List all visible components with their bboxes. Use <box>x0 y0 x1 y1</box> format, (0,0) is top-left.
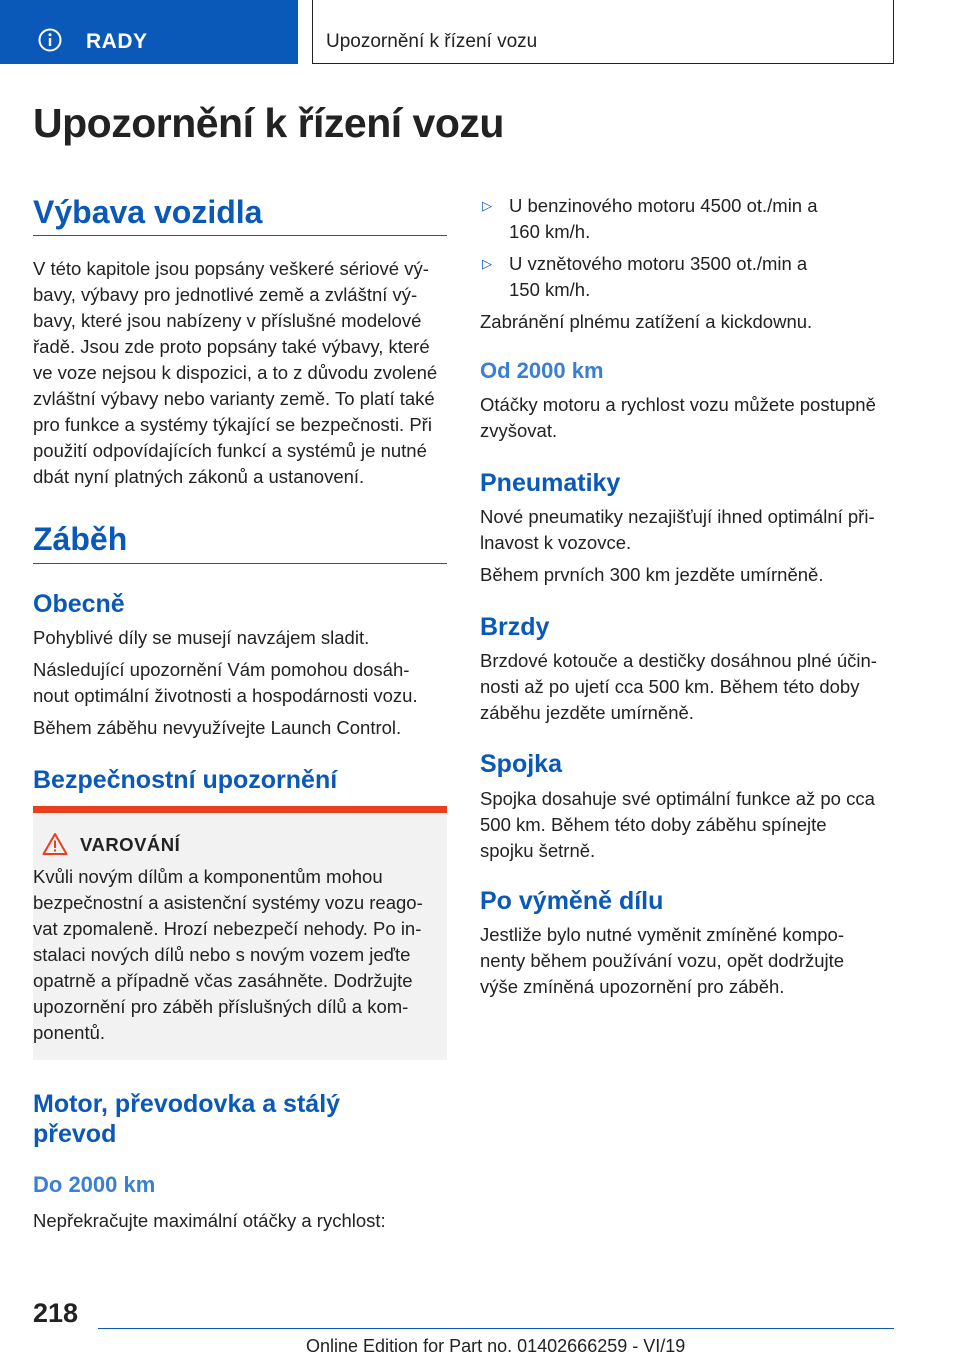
heading-rule <box>33 235 447 236</box>
page-title: Upozornění k řízení vozu <box>33 100 504 146</box>
bullet-icon: ▷ <box>482 256 492 271</box>
heading-pneumatiky: Pneumatiky <box>480 469 621 497</box>
text-line: bavy, výbavy pro jednotlivé země a zvláštní vý‐ <box>33 284 418 305</box>
text-line: Brzdové kotouče a destičky dosáhnou plné účin‐ <box>480 650 877 671</box>
heading-spojka: Spojka <box>480 750 562 778</box>
text-line: Během záběhu nevyužívejte Launch Control. <box>33 717 402 738</box>
heading-bezpecnost: Bezpečnostní upozornění <box>33 766 338 794</box>
do2000-text: Nepřekračujte maximální otáčky a rychlost: <box>33 1210 386 1231</box>
text-line: Následující upozornění Vám pomohou dosáh‐ <box>33 659 410 680</box>
heading-line: převod <box>33 1120 117 1148</box>
section-tab[interactable] <box>0 0 298 64</box>
bullet-item <box>509 193 818 245</box>
bullet-icon: ▷ <box>482 198 492 213</box>
text-line: U vznětového motoru 3500 ot./min a <box>509 253 808 274</box>
text-line: Pohyblivé díly se musejí navzájem sladit. <box>33 627 370 648</box>
text-line: použití odpovídajících funkcí a systémů je nutné <box>33 440 427 461</box>
header-title: Upozornění k řízení vozu <box>326 31 538 52</box>
text-line: upozornění pro záběh příslušných dílů a kom‐ <box>33 996 409 1017</box>
text-line: Otáčky motoru a rychlost vozu můžete postupně <box>480 394 876 415</box>
text-line: U benzinového motoru 4500 ot./min a <box>509 195 818 216</box>
section-label: RADY <box>86 30 148 53</box>
warning-triangle-icon <box>42 832 68 856</box>
text-line: 500 km. Během této doby záběhu spínejte <box>480 814 827 835</box>
kickdown-text: Zabránění plnému zatížení a kickdownu. <box>480 311 813 332</box>
text-line: opatrně a případně včas zasáhněte. Dodržujte <box>33 970 413 991</box>
text-line: ponentů. <box>33 1022 106 1043</box>
warning-text <box>33 864 443 1046</box>
text-line: dbát nyní platných zákonů a ustanovení. <box>33 466 365 487</box>
heading-motor <box>33 1089 447 1149</box>
text-line: bavy, které jsou nabízeny v příslušné modelové <box>33 310 422 331</box>
text-line: nosti až po ujetí cca 500 km. Během této doby <box>480 676 860 697</box>
text-line: záběhu jezděte umírněně. <box>480 702 694 723</box>
heading-vymena: Po výměně dílu <box>480 887 664 915</box>
vybava-text <box>33 256 453 490</box>
text-line: stalaci nových dílů nebo s novým vozem jeďte <box>33 944 411 965</box>
text-line: řadě. Jsou zde proto popsány také výbavy, které <box>33 336 430 357</box>
heading-do2000: Do 2000 km <box>33 1172 156 1197</box>
od2000-text <box>480 392 920 444</box>
text-line: lnavost k vozovce. <box>480 532 632 553</box>
text-line: Kvůli novým dílům a komponentům mohou <box>33 866 383 887</box>
warning-title: VAROVÁNÍ <box>80 834 181 855</box>
text-line: Během prvních 300 km jezděte umírněně. <box>480 564 824 585</box>
spojka-text <box>480 786 920 864</box>
edition-text: Online Edition for Part no. 01402666259 - VI/19 <box>306 1336 686 1356</box>
text-line: Jestliže bylo nutné vyměnit zmíněné kompo‐ <box>480 924 845 945</box>
heading-obecne: Obecně <box>33 590 125 618</box>
text-line: spojku šetrně. <box>480 840 596 861</box>
text-line: pro funkce a systémy týkající se bezpečnosti. Při <box>33 414 432 435</box>
heading-od2000: Od 2000 km <box>480 358 604 383</box>
obecne-text <box>33 625 453 741</box>
text-line: Nové pneumatiky nezajišťují ihned optimální při‐ <box>480 506 875 527</box>
vymena-text <box>480 922 920 1000</box>
info-icon <box>38 28 62 52</box>
text-line: výše zmíněná upozornění pro záběh. <box>480 976 785 997</box>
heading-brzdy: Brzdy <box>480 613 550 641</box>
footer-rule <box>98 1328 894 1329</box>
text-line: Spojka dosahuje své optimální funkce až po cca <box>480 788 875 809</box>
heading-vybava: Výbava vozidla <box>33 194 263 230</box>
bullet-item <box>509 251 807 303</box>
text-line: zvláštní výbavy nebo varianty země. To platí také <box>33 388 435 409</box>
warning-bar <box>33 806 447 813</box>
brzdy-text <box>480 648 920 726</box>
warning-box <box>33 806 447 1060</box>
text-line: 150 km/h. <box>509 279 591 300</box>
page-number: 218 <box>33 1298 79 1328</box>
text-line: bezpečnostní a asistenční systémy vozu reago‐ <box>33 892 423 913</box>
heading-rule <box>33 563 447 564</box>
text-line: vat zpomaleně. Hrozí nebezpečí nehody. Po in‐ <box>33 918 422 939</box>
text-line: nenty během používání vozu, opět dodržujte <box>480 950 845 971</box>
text-line: V této kapitole jsou popsány veškeré sériové vý‐ <box>33 258 429 279</box>
text-line: nout optimální životnosti a hospodárnosti vozu. <box>33 685 418 706</box>
text-line: ve voze nejsou k dispozici, a to z důvodu zvolené <box>33 362 438 383</box>
pneumatiky-text <box>480 504 920 588</box>
text-line: zvyšovat. <box>480 420 558 441</box>
heading-zabeh: Záběh <box>33 521 128 557</box>
text-line: 160 km/h. <box>509 221 591 242</box>
heading-line: Motor, převodovka a stálý <box>33 1090 341 1118</box>
